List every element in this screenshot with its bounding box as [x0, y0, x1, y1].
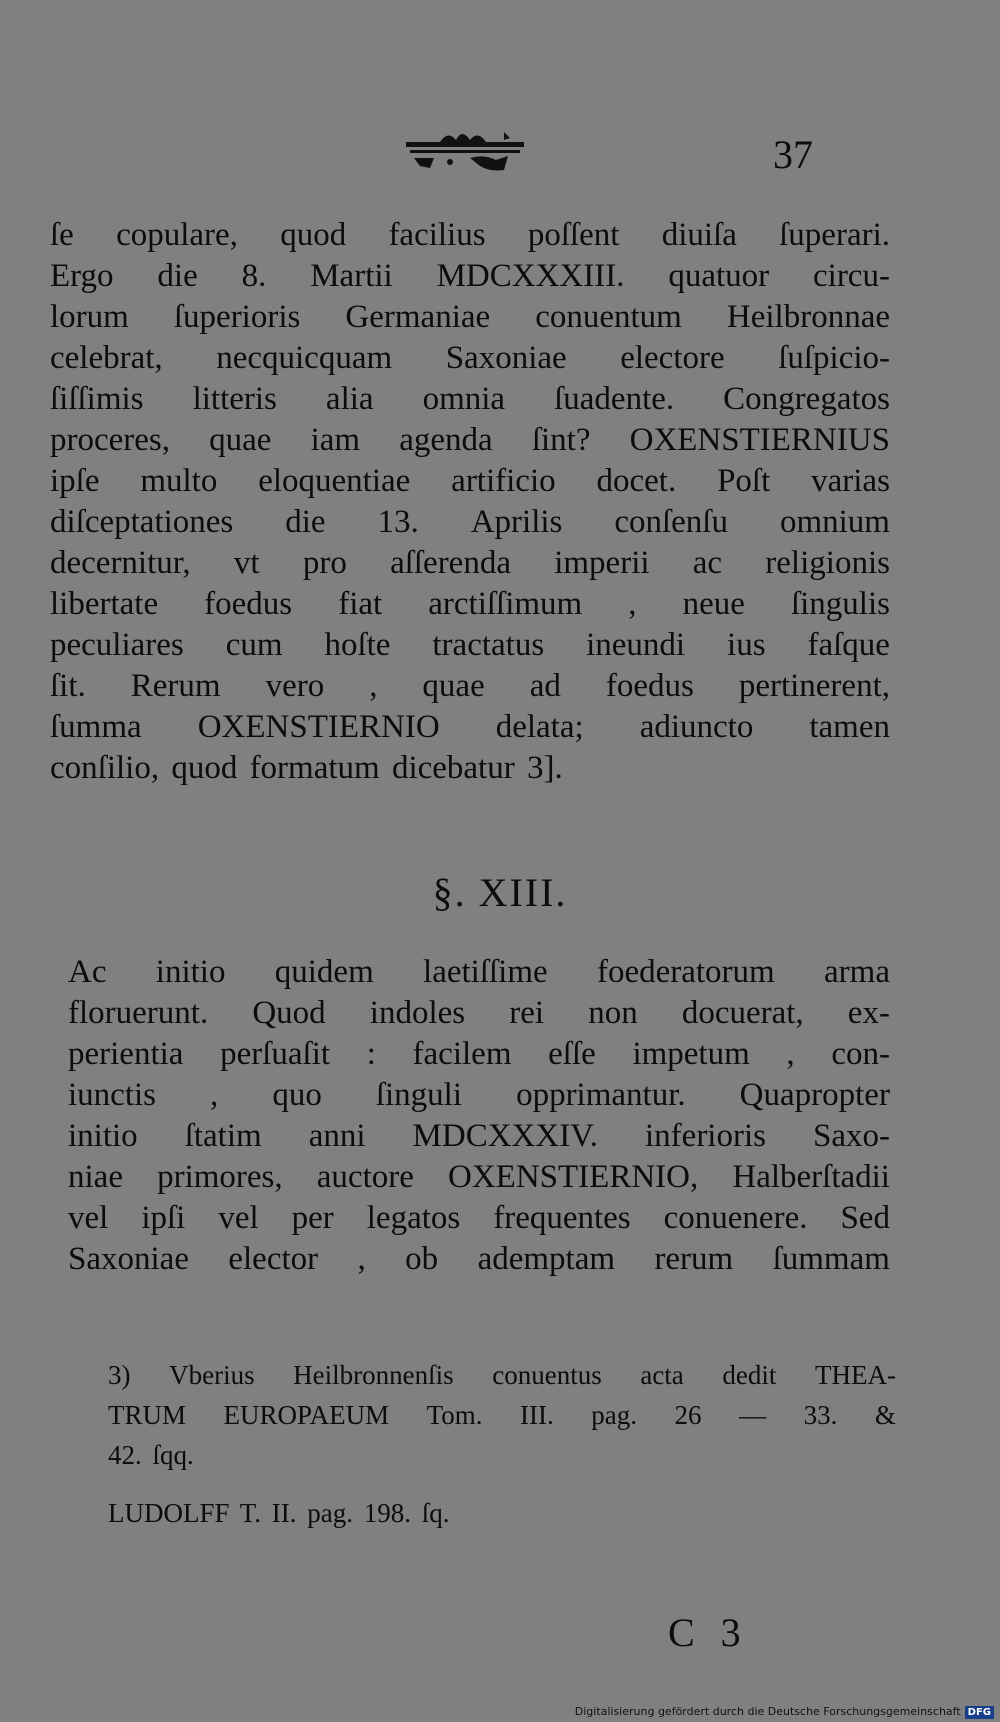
text-line: Ergo die 8. Martii MDCXXXIII. quatuor circu- [50, 258, 890, 294]
text-line: ſumma OXENSTIERNIO delata; adiuncto tamen [50, 709, 890, 745]
text-line: Ac initio quidem laetiſſime foederatorum arma [68, 954, 890, 990]
text-line: ſiſſimis litteris alia omnia ſuadente. Congregatos [50, 381, 890, 417]
text-line: floruerunt. Quod indoles rei non docuerat, ex- [68, 995, 890, 1031]
section-heading: §. XIII. [432, 870, 568, 915]
footnote-line: TRUM EUROPAEUM Tom. III. pag. 26 — 33. & [108, 1400, 896, 1430]
text-line: diſceptationes die 13. Aprilis conſenſu omnium [50, 504, 890, 540]
text-line: initio ſtatim anni MDCXXXIV. inferioris Saxo- [68, 1118, 890, 1154]
text-line: ſit. Rerum vero , quae ad foedus pertinerent, [50, 668, 890, 704]
signature-mark: C 3 [668, 1610, 749, 1655]
text-line: perientia perſuaſit : facilem eſſe impetum , con- [68, 1036, 890, 1072]
text-line: iunctis , quo ſinguli opprimantur. Quapropter [68, 1077, 890, 1113]
footnote-line: 42. ſqq. [108, 1440, 194, 1470]
text-line: lorum ſuperioris Germaniae conuentum Heilbronnae [50, 299, 890, 335]
text-line: libertate foedus fiat arctiſſimum , neue ſingulis [50, 586, 890, 622]
decorative-header-ornament-icon [400, 128, 530, 178]
text-line: ipſe multo eloquentiae artificio docet. Poſt varias [50, 463, 890, 499]
text-line: peculiares cum hoſte tractatus ineundi ius faſque [50, 627, 890, 663]
text-line: conſilio, quod formatum dicebatur 3]. [50, 750, 563, 786]
page-number: 37 [773, 132, 813, 177]
text-line: niae primores, auctore OXENSTIERNIO, Halberſtadii [68, 1159, 890, 1195]
text-line: vel ipſi vel per legatos frequentes conuenere. Sed [68, 1200, 890, 1236]
text-line: proceres, quae iam agenda ſint? OXENSTIERNIUS [50, 422, 890, 458]
dfg-logo-icon: DFG [965, 1706, 994, 1719]
digitization-credit [575, 1705, 994, 1719]
paragraph-2 [68, 952, 890, 1280]
footnote-line: 3) Vberius Heilbronnenſis conuentus acta dedit THEA- [108, 1360, 896, 1390]
text-line: celebrat, necquicquam Saxoniae electore ſuſpicio- [50, 340, 890, 376]
text-line: decernitur, vt pro aſſerenda imperii ac religionis [50, 545, 890, 581]
text-line: Saxoniae elector , ob ademptam rerum ſummam [68, 1241, 890, 1277]
text-line: ſe copulare, quod facilius poſſent diuiſa ſuperari. [50, 217, 890, 253]
paragraph-1 [50, 215, 890, 789]
footnote-line: LUDOLFF T. II. pag. 198. ſq. [108, 1498, 450, 1528]
footnotes [108, 1355, 896, 1533]
credit-text: Digitalisierung gefördert durch die Deutsche Forschungsgemeinschaft [574, 1705, 961, 1718]
